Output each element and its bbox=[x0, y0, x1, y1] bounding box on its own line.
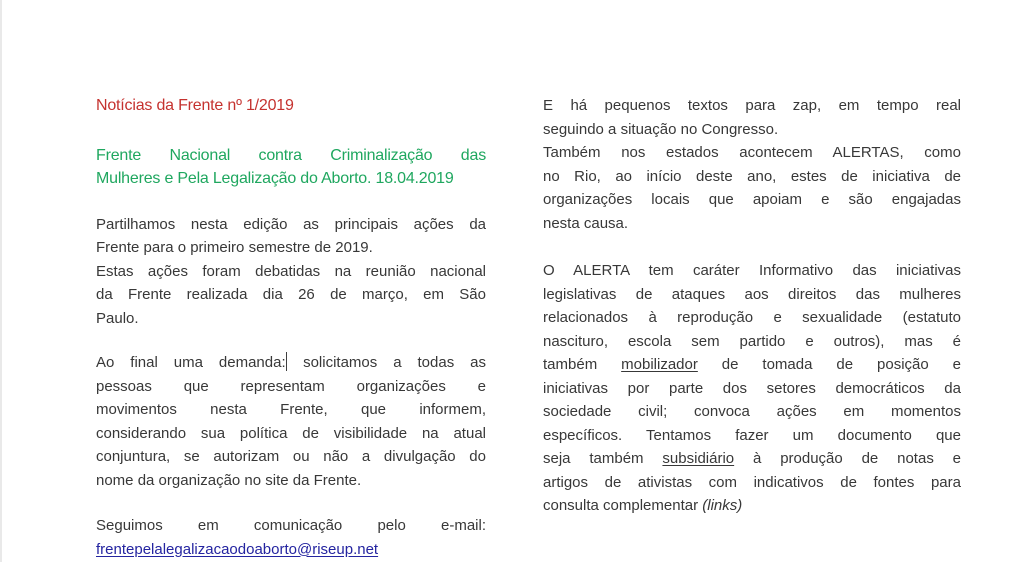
text-line: pessoas que representam organizações e bbox=[96, 377, 486, 395]
text-run: também bbox=[543, 356, 598, 373]
newsletter-title: Notícias da Frente nº 1/2019 bbox=[96, 97, 294, 114]
text-line bbox=[543, 447, 961, 471]
paragraph-intro bbox=[96, 213, 486, 331]
text-line: Frente para o primeiro semestre de 2019. bbox=[96, 239, 373, 256]
underlined-word: subsidiário bbox=[662, 450, 735, 467]
text-line: Estas ações foram debatidas na reunião nacional bbox=[96, 262, 486, 280]
text-run: consulta complementar bbox=[543, 497, 699, 514]
text-line: movimentos nesta Frente, que informem, bbox=[96, 401, 486, 418]
right-column bbox=[543, 94, 961, 561]
text-line: nome da organização no site da Frente. bbox=[96, 471, 362, 489]
text-line: Partilhamos nesta edição as principais ações da bbox=[96, 215, 486, 233]
text-run: à produção de notas e bbox=[753, 450, 962, 467]
text-cursor bbox=[286, 352, 288, 371]
text-line: iniciativas por parte dos setores democráticos da bbox=[543, 379, 961, 397]
paragraph-demanda bbox=[96, 351, 486, 492]
text-line: E há pequenos textos para zap, em tempo real bbox=[543, 97, 961, 114]
text-line: relacionados à reprodução e sexualidade (estatuto bbox=[543, 309, 961, 326]
text-line: organizações locais que apoiam e são engajadas bbox=[543, 191, 961, 208]
text-line bbox=[543, 353, 961, 377]
organization-heading-block bbox=[96, 144, 486, 191]
text-line: Seguimos em comunicação pelo e-mail: bbox=[96, 517, 486, 534]
text-line: Frente Nacional contra Criminalização das bbox=[96, 146, 486, 164]
text-run: seja também bbox=[543, 450, 644, 467]
text-line: nascituro, escola sem partido e outros), mas é bbox=[543, 332, 961, 350]
text-run: solicitamos a todas as bbox=[303, 354, 486, 371]
text-line bbox=[96, 351, 486, 375]
text-line: seguindo a situação no Congresso. bbox=[543, 120, 779, 138]
left-column bbox=[96, 94, 486, 561]
paragraph-alerta bbox=[543, 259, 961, 518]
text-line: sociedade civil; convoca ações em momentos bbox=[543, 403, 961, 420]
italic-run: (links) bbox=[702, 497, 743, 514]
text-run: Ao final uma demanda: bbox=[96, 354, 286, 371]
text-line: O ALERTA tem caráter Informativo das iniciativas bbox=[543, 262, 961, 279]
underlined-word: mobilizador bbox=[621, 356, 698, 373]
text-run: de tomada de posição e bbox=[721, 356, 962, 373]
text-line bbox=[96, 538, 486, 562]
text-line: legislativas de ataques aos direitos das mulheres bbox=[543, 285, 961, 303]
text-line: específicos. Tentamos fazer um documento que bbox=[543, 426, 961, 444]
text-line: artigos de ativistas com indicativos de fontes para bbox=[543, 473, 961, 491]
text-line: conjuntura, se autorizam ou não a divulgação do bbox=[96, 448, 486, 465]
email-link[interactable]: frentepelalegalizacaodoaborto@riseup.net bbox=[96, 540, 379, 558]
text-line: da Frente realizada dia 26 de março, em São bbox=[96, 286, 486, 303]
paragraph-zap-alertas bbox=[543, 94, 961, 235]
newsletter-title-block bbox=[96, 94, 486, 118]
text-line: Paulo. bbox=[96, 309, 139, 327]
text-line: Também nos estados acontecem ALERTAS, como bbox=[543, 144, 961, 161]
text-line: considerando sua política de visibilidade na atual bbox=[96, 424, 486, 442]
text-line bbox=[543, 494, 961, 518]
text-line: Mulheres e Pela Legalização do Aborto. 18.04.2019 bbox=[96, 170, 454, 187]
text-line: no Rio, ao início deste ano, estes de iniciativa de bbox=[543, 167, 961, 185]
paragraph-email bbox=[96, 514, 486, 561]
text-line: nesta causa. bbox=[543, 214, 629, 232]
document-page bbox=[2, 0, 1018, 561]
